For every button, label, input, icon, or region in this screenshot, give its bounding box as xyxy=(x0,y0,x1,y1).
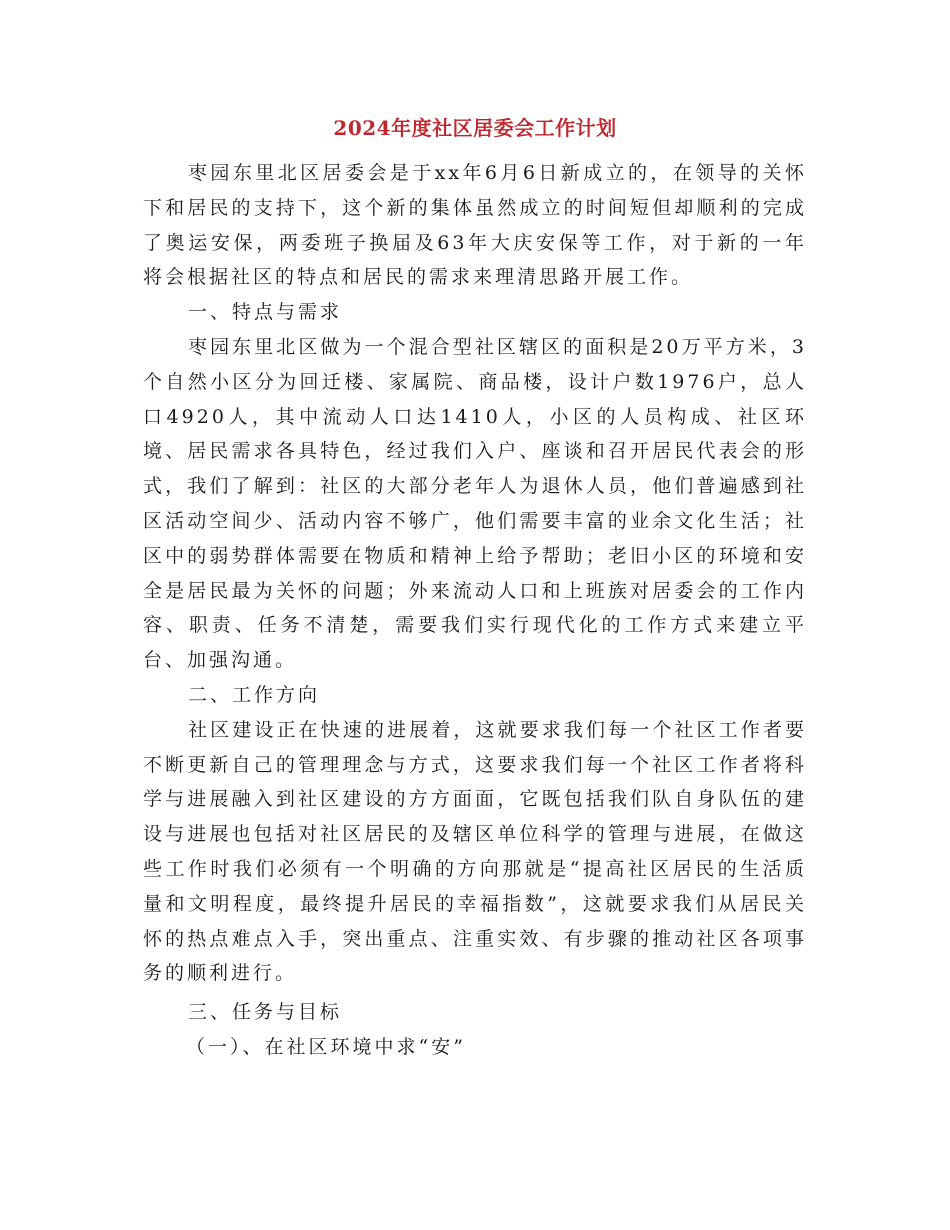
document-title: 2024年度社区居委会工作计划 xyxy=(333,116,617,140)
features-paragraph: 枣园东里北区做为一个混合型社区辖区的面积是20万平方米，3个自然小区分为回迁楼、家属院、商品楼，设计户数1976户，总人口4920人，其中流动人口达1410人，小区的人员构成、社区环境、居民需求各具特色，经过我们入户、座谈和召开居民代表会的形式，我们了解到：社区的大部分老年人为退休人员，他们普遍感到社区活动空间少、活动内容不够广，他们需要丰富的业余文化生活；社区中的弱势群体需要在物质和精神上给予帮助；老旧小区的环境和安全是居民最为关怀的问题；外来流动人口和上班族对居委会的工作内容、职责、任务不清楚，需要我们实行现代化的工作方式来建立平台、加强沟通。 xyxy=(143,335,807,672)
section-heading-1: 一、特点与需求 xyxy=(188,301,343,324)
subsection-heading-1: （一）、在社区环境中求“安” xyxy=(186,1035,466,1058)
intro-paragraph: 枣园东里北区居委会是于xx年6月6日新成立的，在领导的关怀下和居民的支持下，这个新的集体虽然成立的时间短但却顺利的完成了奥运安保，两委班子换届及63年大庆安保等工作，对于新的一年将会根据社区的特点和居民的需求来理清思路开展工作。 xyxy=(143,162,807,289)
section-heading-3: 三、任务与目标 xyxy=(188,1001,343,1024)
section-heading-2: 二、工作方向 xyxy=(188,683,321,706)
document-body xyxy=(143,156,807,1065)
direction-paragraph: 社区建设正在快速的进展着，这就要求我们每一个社区工作者要不断更新自己的管理理念与方式，这要求我们每一个社区工作者将科学与进展融入到社区建设的方方面面，它既包括我们队自身队伍的建设与进展也包括对社区居民的及辖区单位科学的管理与进展，在做这些工作时我们必须有一个明确的方向那就是“提高社区居民的生活质量和文明程度，最终提升居民的幸福指数”，这就要求我们从居民关怀的热点难点入手，突出重点、注重实效、有步骤的推动社区各项事务的顺利进行。 xyxy=(143,718,807,985)
